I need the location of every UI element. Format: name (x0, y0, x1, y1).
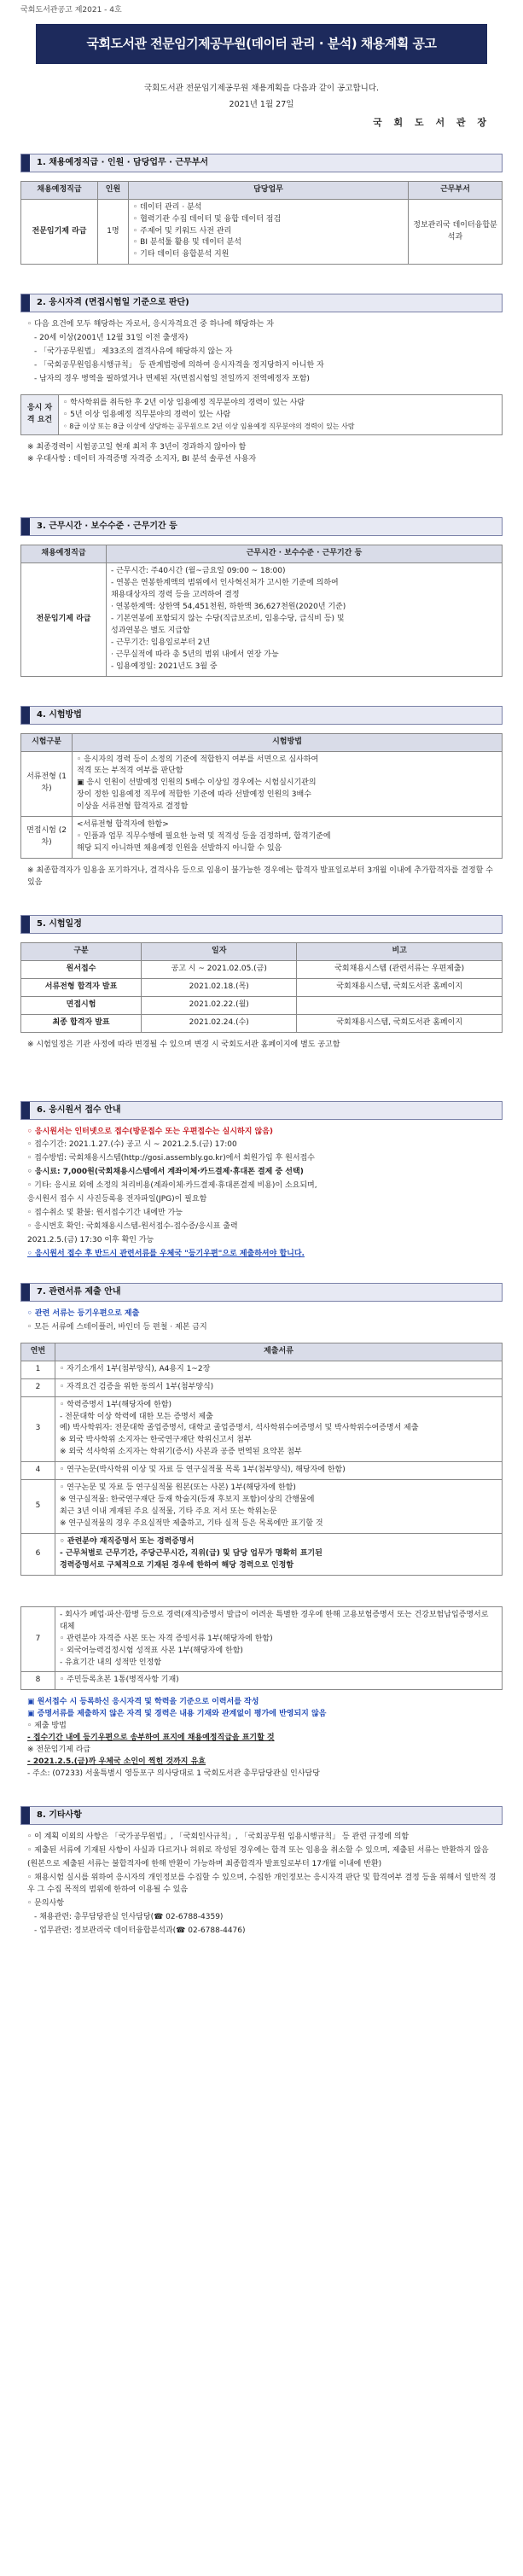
requirement-table: 응시 자격 요건 ◦ 학사학위를 취득한 후 2년 이상 임용예정 직무분야의 경력이 있는 사람 ◦ 5년 이상 임용예정 직무분야의 경력이 있는 사람 ◦ 8급 이상 또는 8급 이상에 상당하는 공무원으로 2년 이상 임용예정 직무분야의 경력이 있는 사람 (20, 394, 503, 435)
exam-note: ※ 최종합격자가 임용을 포기하거나, 결격사유 등으로 임용이 불가능한 경우에는 합격자 발표일로부터 3개월 이내에 추가합격자를 결정할 수 있음 (27, 866, 493, 887)
documents-notes: ▣ 원서접수 시 등록하신 응시자격 및 학력을 기준으로 이력서를 작성 ▣ 증명서류를 제출하지 않은 자격 및 경력은 내용 기재와 관계없이 평가에 반영되지 않음 ◦ 제출 방법 - 접수기간 내에 등기우편으로 송부하여 표지에 채용예정직급을 표기할 것 ※ 전문임기제 라급 - 2021.2.5.(금)까 우체국 소인이 찍힌 것까지 유효 - 주소: (07233) 서울특별시 영등포구 의사당대로 1 국회도서관 총무담당관실 인사담당 (27, 1698, 327, 1778)
schedule-table: 구분 일자 비고 원서접수 공고 시 ~ 2021.02.05.(금) 국회채용시스템 (관련서류는 우편제출) 서류전형 합격자 발표 2021.02.18.(목) 국회채용시스템, 국회도서관 홈페이지 면접시험 2021.02.22.(월) 최종 합격자 발표 2021.02.24.(수) 국회채용시스템, 국회도서관 홈페이지 (20, 942, 503, 1033)
announcement-title: 국회도서관 전문임기제공무원(데이터 관리 · 분석) 채용계획 공고 (36, 24, 487, 64)
documents-table-continued: 7 - 회사가 폐업·파산·합병 등으로 경력(재직)증명서 발급이 어려운 특별한 경우에 한해 고용보험증명서 또는 건강보험납입증명서로 대체 ◦ 관련분야 자격증 사본 또는 자격 증빙서류 1부(해당자에 한함) ◦ 외국어능력검정시험 성적표 사본 1부(해당자에 한함) - 유효기간 내의 성적만 인정함 8 ◦ 주민등록초본 1통(병적사항 기재) (20, 1606, 503, 1691)
qualification-list: ◦ 다음 요건에 모두 해당하는 자로서, 응시자격요건 중 하나에 해당하는 자 - 20세 이상(2001년 12월 31일 이전 출생자) - 「국가공무원법」 제33조의 결격사유에 해당하지 않는 자 - 「국회공무원임용시행규칙」 등 관계법령에 의하여 응시자격을 정지당하지 아니한 자 - 남자의 경우 병역을 필하였거나 면제된 자(면접시험일 전일까지 전역예정자 포함) (27, 320, 324, 384)
notice-text: 국회도서관 전문임기제공무원 채용계획을 다음과 같이 공고합니다. (143, 84, 380, 94)
notice-date: 2021년 1월 27일 (229, 99, 294, 109)
duties-cell: ◦ 데이터 관리 · 분석 ◦ 협력기관 수집 데이터 및 융합 데이터 점검 ◦ 주제어 및 키워드 사전 관리 ◦ BI 분석툴 활용 및 데이터 분석 ◦ 기타 데이터 융합분석 지원 (129, 199, 409, 265)
exam-method-table: 시험구분 시험방법 서류전형 (1차) ◦ 응시자의 경력 등이 소정의 기준에 적합한지 여부를 서면으로 심사하여 적격 또는 부적격 여부를 판단함 ▣ 응시 인원이 선발예정 인원의 5배수 이상일 경우에는 시험실시기관의 장이 정한 임용예정 직무에 적합한 기준에 따라 선발예정 인원의 3배수 이상을 서류전형 합격자로 결정함 면접시험 (2차) <서류전형 합격자에 한함> ◦ 인품과 업무 직무수행에 필요한 능력 및 적격성 등을 검정하며, 합격기준에 해당 되지 아니하면 채용예정 인원을 선발하지 아니할 수 있음 (20, 733, 503, 859)
section-6-header: 6. 응시원서 접수 안내 (20, 1101, 503, 1120)
section-8-header: 8. 기타사항 (20, 1806, 503, 1825)
conditions-table: 채용예정직급 근무시간 · 보수수준 · 근무기간 등 전문임기제 라급 - 근무시간: 주40시간 (월~금요일 09:00 ~ 18:00) - 연봉은 연봉한계액의 범위에서 인사혁신처가 고시한 기준에 의하여 채용대상자의 경력 등을 고려하여 결정 · 연봉한계액: 상한액 54,451천원, 하한액 36,627천원(2020년 기준) - 기본연봉에 포함되지 않는 수당(직급보조비, 임용수당, 급식비 등) 및 성과연봉은 별도 지급함 - 근무기간: 임용일로부터 2년 · 근무실적에 따라 총 5년의 범위 내에서 연장 가능 - 임용예정일: 2021년도 3월 중 (20, 545, 503, 676)
doc-number: 국회도서관공고 제2021 - 4호 (20, 6, 122, 15)
qualification-notes: ※ 최종경력이 시험공고일 현재 최저 후 3년이 경과하지 않아야 함 ※ 우대사항 : 데이터 자격증명 자격증 소지자, BI 분석 솔루션 사용자 (27, 443, 257, 464)
section-7-header: 7. 관련서류 제출 안내 (20, 1283, 503, 1302)
documents-table: 연번 제출서류 1 ◦ 자기소개서 1부(첨부양식), A4용지 1~2장 2 ◦ 자격요건 검증을 위한 동의서 1부(첨부양식) 3 ◦ 학력증명서 1부(해당자에 한함) - 전문대학 이상 학력에 대한 모든 증명서 제출 예) 박사학위자: 전문대학 졸업증명서, 대학교 졸업증명서, 석사학위수여증명서 및 박사학위수여증명서 제출 ※ 외국 박사학위 소지자는 한국연구재단 학위신고서 첨부 ※ 외국 석사학위 소지자는 학위기(증서) 사본과 공증 번역된 요약본 첨부 4 ◦ 연구논문(박사학위 이상 및 자료 등 연구실적물 목록 1부(첨부양식), 해당자에 한함) 5 ◦ 연구논문 및 자료 등 연구실적물 원본(또는 사본) 1부(해당자에 한함) ※ 연구실적물: 한국연구재단 등재 학술지(등재 후보지 포함)이상의 간행물에 최근 3년 이내 게재된 주요 실적물, 기타 주요 저서 또는 학위논문 ※ 연구실적물의 경우 주요실적만 제출하고, 기타 실적 등은 목록에만 표기할 것 6 ◦ 관련분야 재직증명서 또는 경력증명서 - 근무처별로 근무기간, 주당근무시간, 직위(급) 및 담당 업무가 명확히 표기된 경력증명서로 구체적으로 기재된 경우에 한하여 해당 경력으로 인정함 (20, 1343, 503, 1576)
position-table: 채용예정직급 인원 담당업무 근무부서 전문임기제 라급 1명 ◦ 데이터 관리 · 분석 ◦ 협력기관 수집 데이터 및 융합 데이터 점검 ◦ 주제어 및 키워드 사전 관리 ◦ BI 분석툴 활용 및 데이터 분석 ◦ 기타 데이터 융합분석 지원 정보관리국 데이터융합분석과 (20, 181, 503, 265)
application-info-list: ◦ 응시원서는 인터넷으로 접수(방문접수 또는 우편접수는 실시하지 않음) ◦ 접수기간: 2021.1.27.(수) 공고 시 ~ 2021.2.5.(금) 17:00 ◦ 접수방법: 국회채용시스템(http://gosi.assembly.go.kr)에서 회원가입 후 원서접수 ◦ 응시료: 7,000원(국회채용시스템에서 계좌이체·카드결제·휴대폰 결제 중 선택) ◦ 기타: 응시료 외에 소정의 처리비용(계좌이체·카드결제·휴대폰결제 비용)이 소요되며, 응시원서 접수 시 사진등록용 전자파일(JPG)이 필요함 ◦ 접수취소 및 환불: 원서접수기간 내에만 가능 ◦ 응시번호 확인: 국회채용시스템-원서접수-접수증/응시표 출력 2021.2.5.(금) 17:30 이후 확인 가능 ◦ 응시원서 접수 후 반드시 관련서류를 우체국 "등기우편"으로 제출하셔야 합니다. (27, 1127, 317, 1258)
section-4-header: 4. 시험방법 (20, 706, 503, 725)
section-2-header: 2. 응시자격 (면접시험일 기준으로 판단) (20, 294, 503, 312)
other-info-list: ◦ 이 계획 이외의 사항은 「국가공무원법」, 「국회인사규칙」, 「국회공무원 임용시행규칙」 등 관련 규정에 의함 ◦ 제출된 서류에 기재된 사항이 사실과 다르거나 허위로 작성된 경우에는 합격 또는 임용을 취소할 수 있으며, 제출된 서류는 반환하지 않음 (원본으로 제출된 서류는 불합격자에 한해 반환이 가능하며 최종합격자 발표일로부터 17개월 이내에 반환) ◦ 채용시험 실시를 위하여 응시자의 개인정보를 수집할 수 있으며, 수집한 개인정보는 응시자격 판단 및 합격여부 결정 등을 위해서 일반적 경우 그 수집 목적의 범위에 한하여 이용될 수 있음 ◦ 문의사항 - 채용관련: 총무담당관실 인사담당(☎ 02-6788-4359) - 업무관련: 정보관리국 데이터융합분석과(☎ 02-6788-4476) (27, 1832, 497, 1935)
section-3-header: 3. 근무시간 · 보수수준 · 근무기간 등 (20, 517, 503, 536)
section-1-header: 1. 채용예정직급 · 인원 · 담당업무 · 근무부서 (20, 154, 503, 172)
section-5-header: 5. 시험일정 (20, 915, 503, 934)
documents-intro: ◦ 관련 서류는 등기우편으로 제출 ◦ 모든 서류에 스테이플러, 바인더 등 편철 · 제본 금지 (27, 1308, 207, 1332)
issuer: 국 회 도 서 관 장 (373, 116, 491, 128)
schedule-note: ※ 시험일정은 기관 사정에 따라 변경될 수 있으며 변경 시 국회도서관 홈페이지에 별도 공고함 (27, 1040, 340, 1049)
